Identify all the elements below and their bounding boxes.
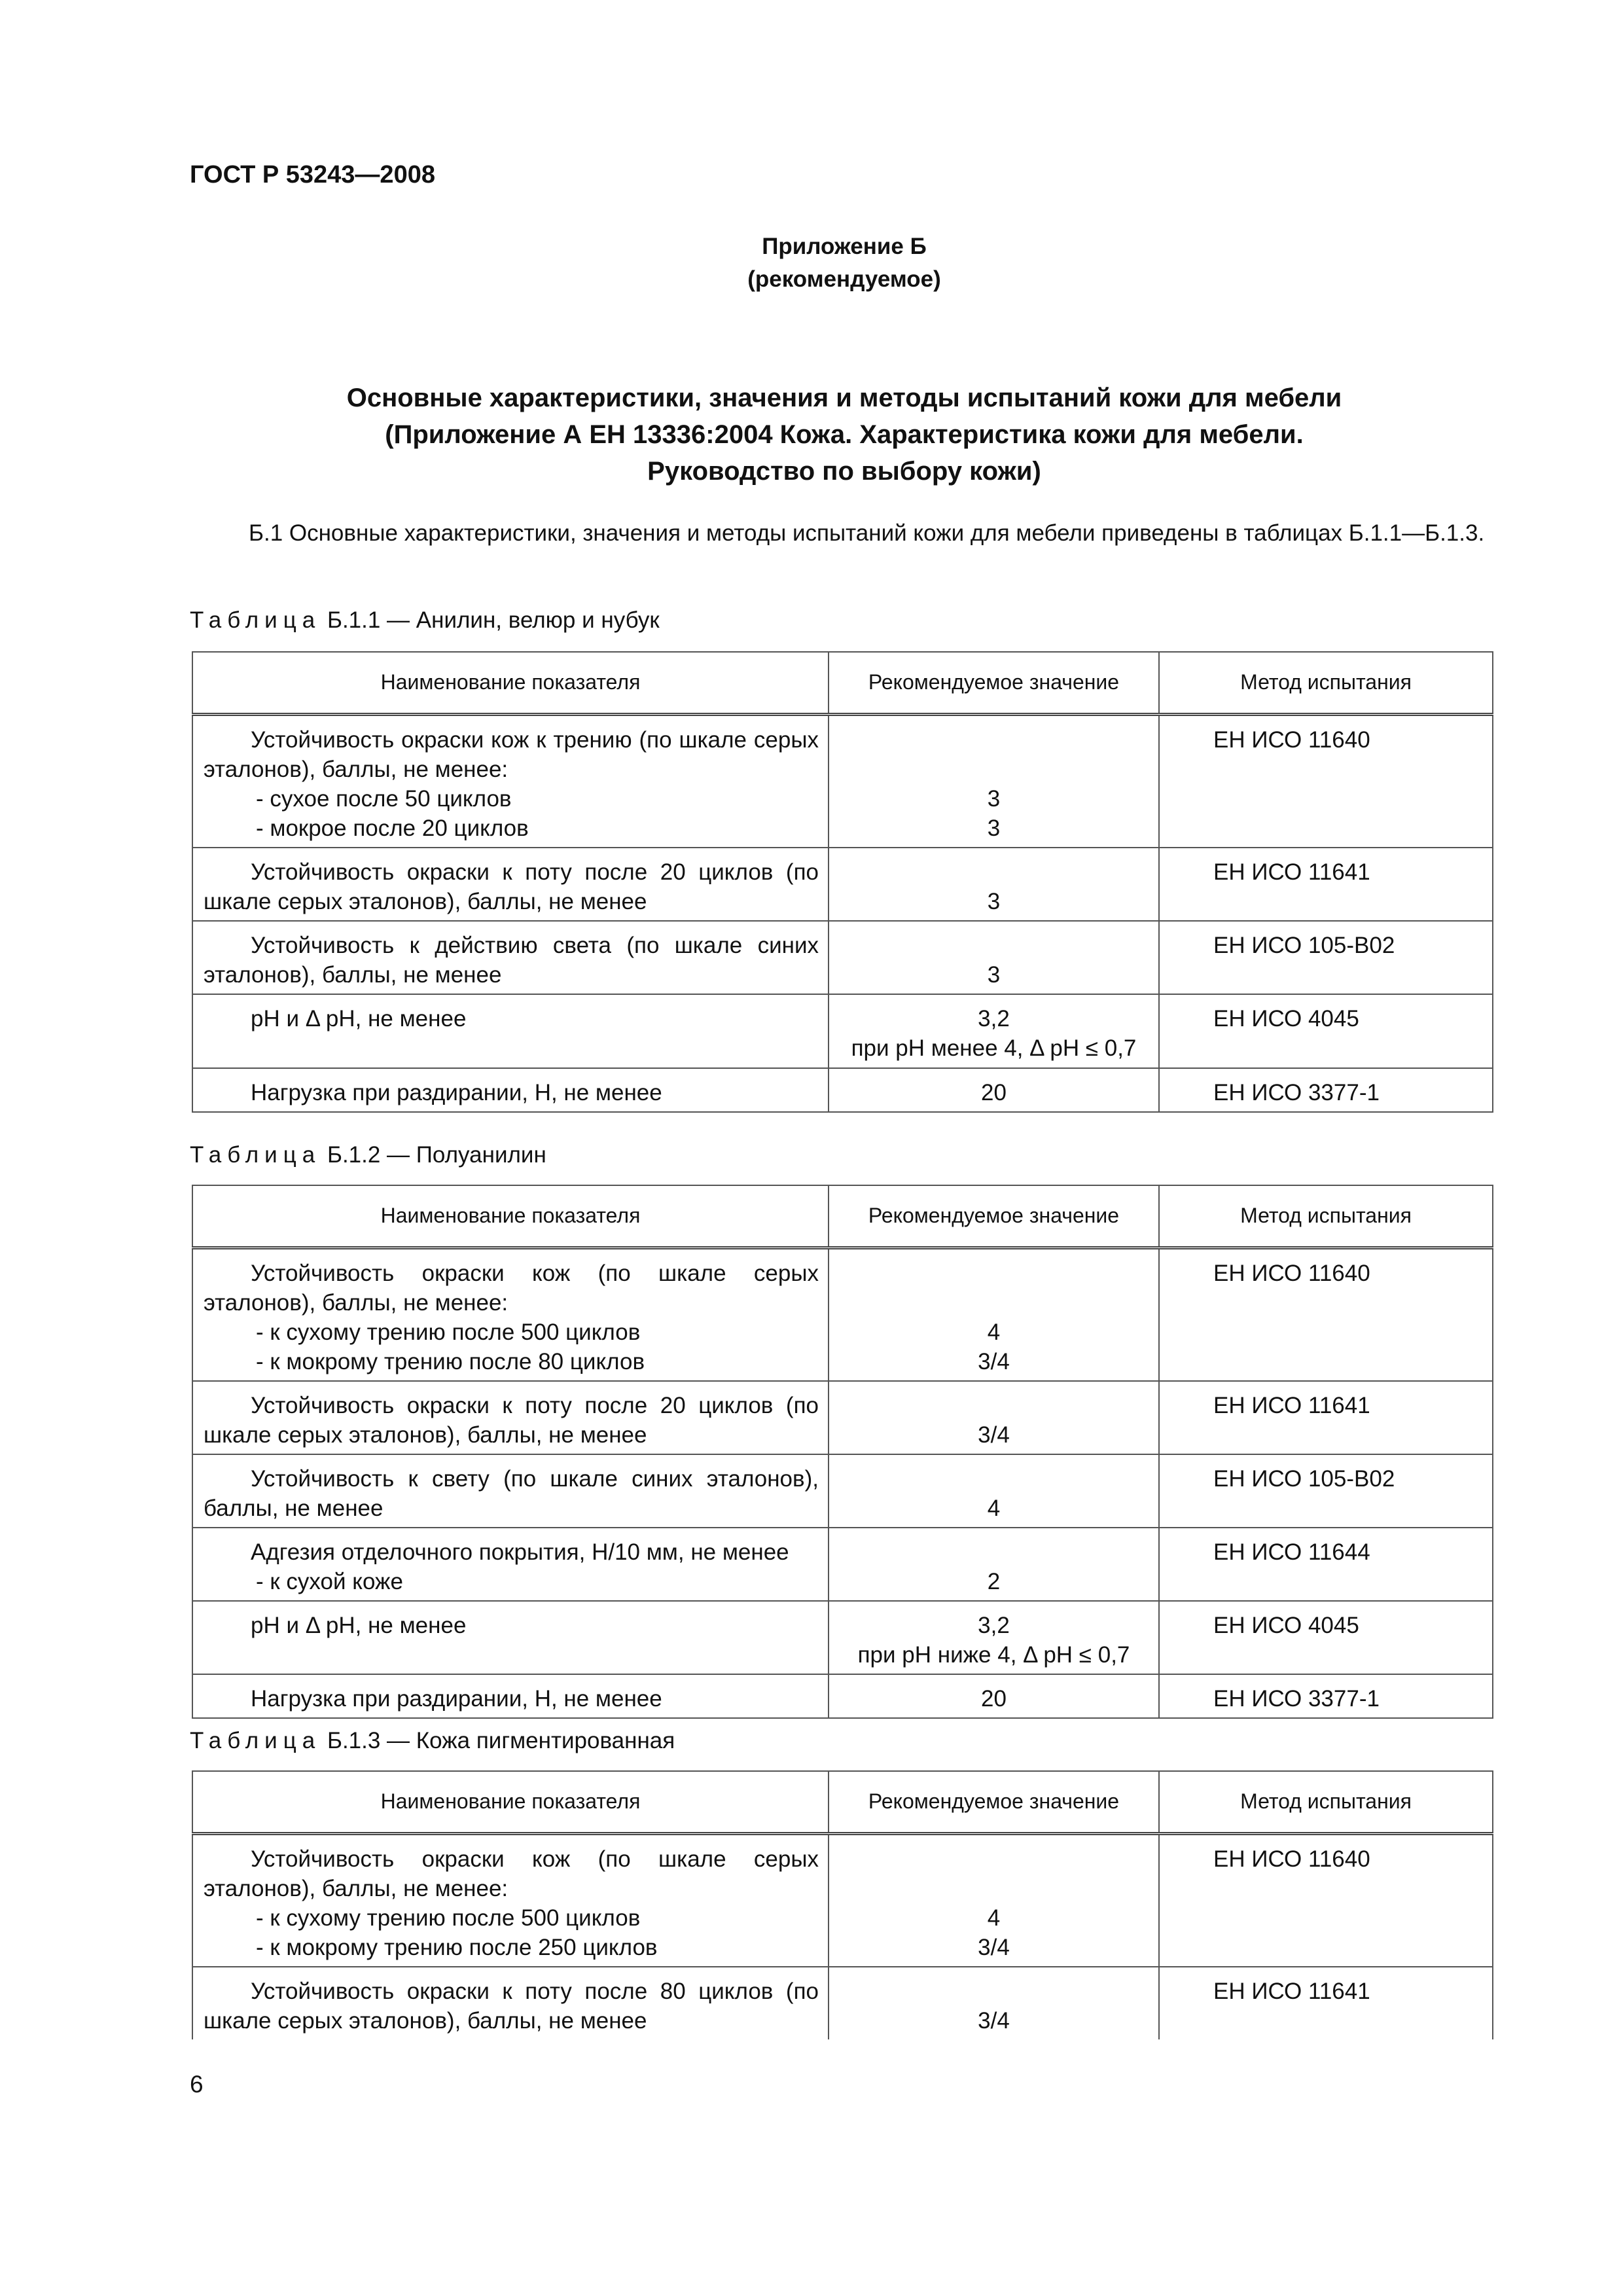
row-value-text: 4 (987, 1905, 1001, 1931)
header-name: Наименование показателя (192, 1771, 829, 1833)
row-method: ЕН ИСО 105-В02 (1159, 1454, 1493, 1528)
row-value: 20 (829, 1674, 1159, 1718)
header-value: Рекомендуемое значение (829, 1185, 1159, 1247)
row-method: ЕН ИСО 4045 (1159, 1601, 1493, 1674)
table-row (192, 1454, 1493, 1528)
row-value (829, 1247, 1159, 1381)
row-sub-item: - мокрое после 20 циклов (256, 815, 529, 841)
row-value: 20 (829, 1068, 1159, 1112)
row-method: ЕН ИСО 3377-1 (1159, 1068, 1493, 1112)
header-method: Метод испытания (1159, 652, 1493, 714)
row-name: Устойчивость к свету (по шкале синих эталонов), баллы, не менее (192, 1454, 829, 1528)
row-sub-item: - сухое после 50 циклов (256, 785, 512, 812)
table2-caption-text: Б.1.2 — Полуанилин (327, 1142, 546, 1168)
row-name-text: Устойчивость окраски кож (по шкале серых эталонов), баллы, не менее: (204, 1846, 819, 1901)
header-method: Метод испытания (1159, 1185, 1493, 1247)
row-method: ЕН ИСО 11641 (1159, 848, 1493, 921)
row-method: ЕН ИСО 11641 (1159, 1381, 1493, 1454)
row-name: Устойчивость окраски к поту после 20 циклов (по шкале серых эталонов), баллы, не менее (192, 1381, 829, 1454)
row-method: ЕН ИСО 11640 (1159, 714, 1493, 848)
row-method: ЕН ИСО 105-В02 (1159, 921, 1493, 994)
table3-caption-text: Б.1.3 — Кожа пигментированная (327, 1728, 675, 1753)
row-value (829, 994, 1159, 1068)
row-name: pH и Δ pH, не менее (192, 1601, 829, 1674)
header-name: Наименование показателя (192, 1185, 829, 1247)
annex-heading (190, 230, 1499, 296)
row-sub-item: - к сухому трению после 500 циклов (256, 1319, 641, 1345)
row-name (192, 1247, 829, 1381)
row-name: Устойчивость окраски к поту после 80 циклов (по шкале серых эталонов), баллы, не менее (192, 1967, 829, 2039)
main-title-line2: (Приложение А ЕН 13336:2004 Кожа. Характеристика кожи для мебели. (385, 420, 1304, 449)
intro-paragraph: Б.1 Основные характеристики, значения и методы испытаний кожи для мебели приведены в таблицах Б.1.1—Б.1.3. (249, 520, 1485, 546)
row-name: pH и Δ pH, не менее (192, 994, 829, 1068)
table-row (192, 1674, 1493, 1718)
main-title-line1: Основные характеристики, значения и методы испытаний кожи для мебели (346, 384, 1342, 412)
row-method: ЕН ИСО 11644 (1159, 1528, 1493, 1601)
header-value: Рекомендуемое значение (829, 1771, 1159, 1833)
row-value-text: 3 (987, 785, 1001, 812)
row-value-text: 3/4 (978, 1934, 1010, 1960)
row-value-text: 3,2 (978, 1005, 1010, 1031)
header-value: Рекомендуемое значение (829, 652, 1159, 714)
table2-caption (190, 1142, 546, 1168)
row-name-text: Устойчивость окраски кож (по шкале серых эталонов), баллы, не менее: (204, 1260, 819, 1316)
row-value (829, 1601, 1159, 1674)
row-name: Устойчивость к действию света (по шкале синих эталонов), баллы, не менее (192, 921, 829, 994)
row-name: Нагрузка при раздирании, Н, не менее (192, 1674, 829, 1718)
row-method: ЕН ИСО 4045 (1159, 994, 1493, 1068)
header-method: Метод испытания (1159, 1771, 1493, 1833)
row-method: ЕН ИСО 3377-1 (1159, 1674, 1493, 1718)
annex-title: Приложение Б (762, 234, 927, 259)
row-name-text: Адгезия отделочного покрытия, Н/10 мм, не менее (251, 1539, 789, 1565)
table1-caption (190, 607, 660, 634)
table-row (192, 921, 1493, 994)
table-row (192, 994, 1493, 1068)
row-method: ЕН ИСО 11641 (1159, 1967, 1493, 2039)
row-value: 4 (829, 1454, 1159, 1528)
table2 (192, 1185, 1493, 1719)
row-name (192, 1833, 829, 1967)
table1-caption-text: Б.1.1 — Анилин, велюр и нубук (327, 607, 660, 633)
table2-header-row (192, 1185, 1493, 1247)
row-value: 3/4 (829, 1381, 1159, 1454)
table3-header-row (192, 1771, 1493, 1833)
row-value (829, 714, 1159, 848)
row-name: Нагрузка при раздирании, Н, не менее (192, 1068, 829, 1112)
page-number: 6 (190, 2071, 204, 2098)
row-value: 3/4 (829, 1967, 1159, 2039)
table3 (192, 1770, 1493, 2039)
row-name (192, 1528, 829, 1601)
table-row (192, 1528, 1493, 1601)
table-row (192, 1068, 1493, 1112)
table-row (192, 1967, 1493, 2039)
table3-caption (190, 1728, 675, 1754)
row-value-text: 4 (987, 1319, 1001, 1345)
row-value: 3 (829, 921, 1159, 994)
row-sub-item: - к сухой коже (256, 1568, 403, 1594)
annex-status: (рекомендуемое) (747, 266, 941, 292)
table-row (192, 1381, 1493, 1454)
table-row (192, 1247, 1493, 1381)
table-row (192, 848, 1493, 921)
main-title (190, 380, 1499, 490)
row-sub-item: - к мокрому трению после 250 циклов (256, 1934, 658, 1960)
row-value-text: 3 (987, 815, 1001, 841)
row-value (829, 1833, 1159, 1967)
table2-caption-word: Таблица (190, 1142, 321, 1168)
row-sub-item: - к сухому трению после 500 циклов (256, 1905, 641, 1931)
main-title-line3: Руководство по выбору кожи) (647, 457, 1041, 486)
header-name: Наименование показателя (192, 652, 829, 714)
row-sub-item: - к мокрому трению после 80 циклов (256, 1348, 645, 1374)
table1 (192, 651, 1493, 1113)
document-code: ГОСТ Р 53243—2008 (190, 161, 435, 188)
table-row (192, 1601, 1493, 1674)
row-value: 3 (829, 848, 1159, 921)
table1-caption-word: Таблица (190, 607, 321, 633)
table1-header-row (192, 652, 1493, 714)
row-value-text: 3/4 (978, 1348, 1010, 1374)
row-value-text: 3,2 (978, 1612, 1010, 1638)
row-name (192, 714, 829, 848)
row-name-text: Устойчивость окраски кож к трению (по шкале серых эталонов), баллы, не менее: (204, 726, 819, 782)
table-row (192, 714, 1493, 848)
row-value-text: при pH менее 4, Δ pH ≤ 0,7 (851, 1035, 1137, 1061)
table-row (192, 1833, 1493, 1967)
row-value-text: при pH ниже 4, Δ pH ≤ 0,7 (857, 1641, 1130, 1668)
table3-caption-word: Таблица (190, 1728, 321, 1753)
row-value: 2 (829, 1528, 1159, 1601)
row-method: ЕН ИСО 11640 (1159, 1833, 1493, 1967)
row-method: ЕН ИСО 11640 (1159, 1247, 1493, 1381)
row-name: Устойчивость окраски к поту после 20 циклов (по шкале серых эталонов), баллы, не менее (192, 848, 829, 921)
